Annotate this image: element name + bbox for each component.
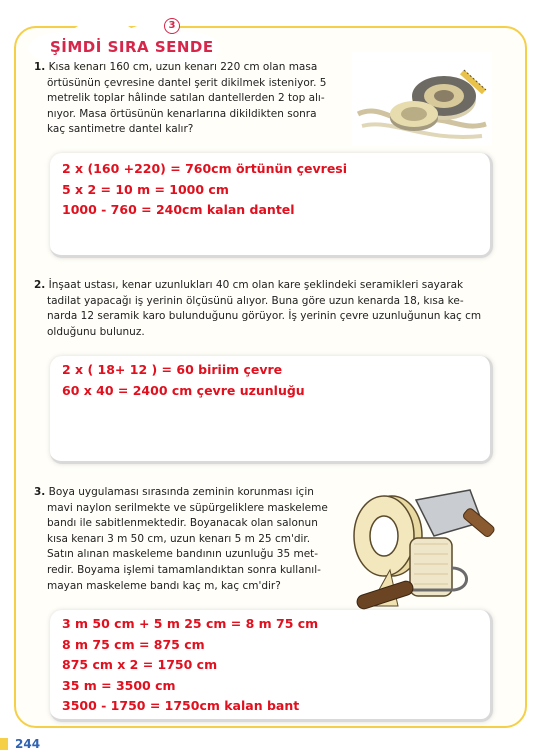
question-number: 2. <box>34 279 46 291</box>
answer-box-1 <box>50 153 493 258</box>
activity-number-badge: 3 <box>164 18 180 34</box>
question-text-line: Boya uygulaması sırasında zeminin korunması için <box>48 486 314 498</box>
question-2 <box>34 278 504 340</box>
answer-line: 2 x (160 +220) = 760cm örtünün çevresi <box>62 161 348 176</box>
question-text-line: Kısa kenarı 160 cm, uzun kenarı 220 cm olan masa <box>48 61 318 73</box>
question-text-line: örtüsünün çevresine dantel şerit dikilmek isteniyor. 5 <box>47 76 327 89</box>
question-text-line: kaç santimetre dantel kalır? <box>47 123 194 136</box>
question-text-line: bandı ile sabitlenmektedir. Boyanacak olan salonun <box>47 517 318 530</box>
answer-box-2 <box>50 356 493 464</box>
lace-roll-image <box>352 52 492 146</box>
section-header <box>28 14 228 64</box>
answer-line: 3 m 50 cm + 5 m 25 cm = 8 m 75 cm <box>62 616 319 631</box>
answer-box-3 <box>50 610 493 722</box>
question-number: 1. <box>34 61 46 73</box>
page-number: 244 <box>15 737 41 751</box>
question-text-line: mavi naylon serilmekte ve süpürgeliklere maskeleme <box>47 501 328 514</box>
answer-line: 8 m 75 cm = 875 cm <box>62 636 205 652</box>
question-text-line: mayan maskeleme bandı kaç m, kaç cm'dir? <box>47 579 281 592</box>
question-3 <box>34 485 354 594</box>
question-number: 3. <box>34 486 46 498</box>
answer-line: 1000 - 760 = 240cm kalan dantel <box>62 202 295 217</box>
answer-line: 35 m = 3500 cm <box>62 677 176 693</box>
painting-tools-image <box>350 478 500 610</box>
putty-knife-image <box>416 490 496 538</box>
answer-line: 875 cm x 2 = 1750 cm <box>62 657 218 672</box>
question-text-line: redir. Boyama işlemi tamamlandıktan sonra kullanıl- <box>47 563 321 576</box>
question-text-line: olduğunu bulunuz. <box>47 325 145 338</box>
answer-line: 5 x 2 = 10 m = 1000 cm <box>62 181 229 197</box>
footer-accent <box>0 738 8 750</box>
answer-line: 3500 - 1750 = 1750cm kalan bant <box>62 698 300 713</box>
question-text-line: nıyor. Masa örtüsünün kenarlarına dikildikten sonra <box>47 107 317 120</box>
section-title: ŞİMDİ SIRA SENDE <box>50 38 214 56</box>
question-text-line: narda 12 seramik karo bulunduğunu görüyor. İş yerinin çevre uzunluğunun kaç cm <box>47 310 482 323</box>
question-text-line: kısa kenarı 3 m 50 cm, uzun kenarı 5 m 25 cm'dir. <box>47 532 311 545</box>
question-text-line: metrelik toplar hâlinde satılan dantellerden 2 top alı- <box>47 92 325 105</box>
answer-line: 60 x 40 = 2400 cm çevre uzunluğu <box>62 382 305 398</box>
question-text-line: Satın alınan maskeleme bandının uzunluğu 35 met- <box>47 548 319 561</box>
question-text-line: İnşaat ustası, kenar uzunlukları 40 cm olan kare şeklindeki seramikleri sayarak <box>48 279 464 291</box>
question-1 <box>34 60 354 138</box>
answer-line: 2 x ( 18+ 12 ) = 60 biriim çevre <box>62 362 283 377</box>
question-text-line: tadilat yapacağı iş yerinin ölçüsünü alıyor. Buna göre uzun kenarda 18, kısa ke- <box>47 294 464 307</box>
